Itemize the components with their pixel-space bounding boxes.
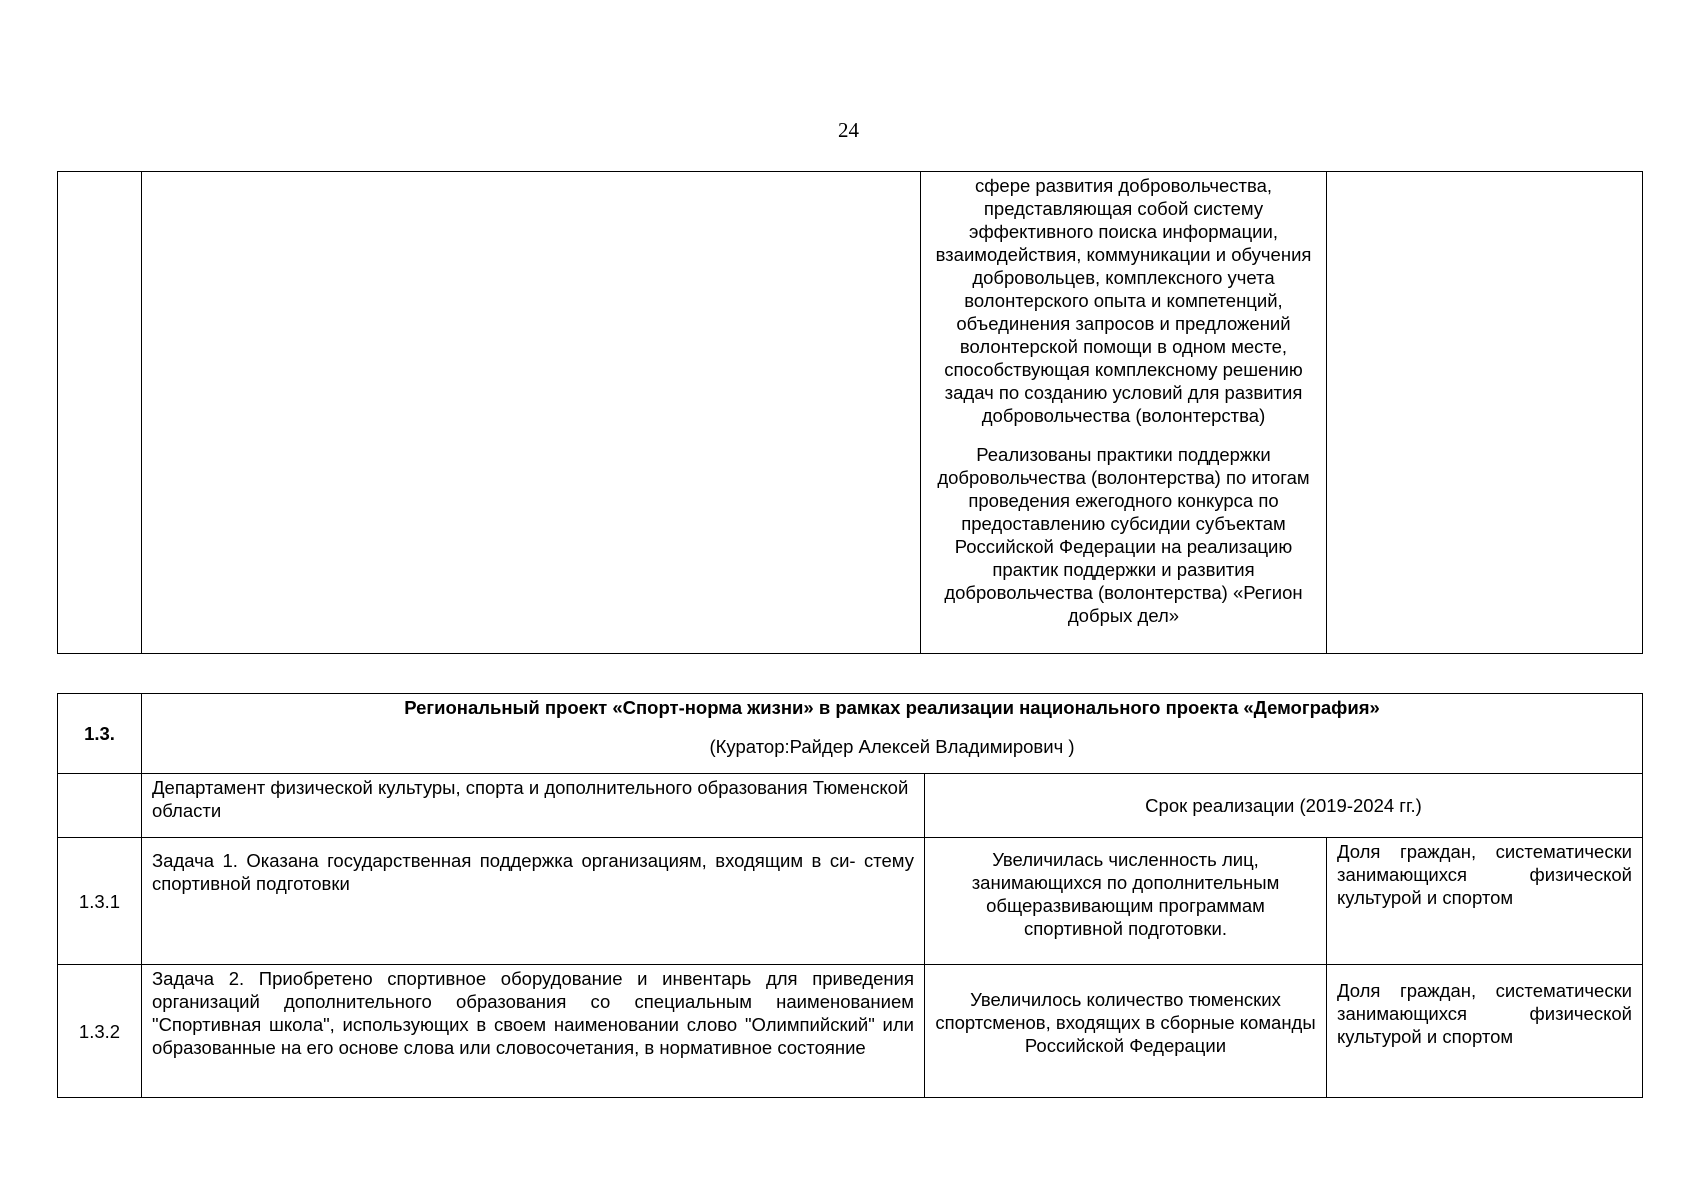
table-row: [58, 172, 1643, 654]
result-paragraph-1: сфере развития добровольчества, представляющая собой систему эффективного поиска информации, взаимодействия, коммуникации и обучения добровольцев, комплексного учета волонтерского опыта и компетенций, объединения запросов и предложений волонтерской помощи в одном месте, способствующая комплексному решению задач по созданию условий для развития добровольчества (волонтерства): [935, 175, 1312, 426]
table-row: [58, 838, 1643, 965]
department-cell: Департамент физической культуры, спорта и дополнительного образования Тюменской области: [142, 774, 925, 838]
indicator-cell: [1327, 172, 1643, 654]
task-cell: [142, 172, 921, 654]
continuation-table: [57, 171, 1643, 654]
indicator-text: Доля граждан, систематически занимающихся физической культурой и спортом: [1327, 838, 1643, 965]
result-paragraph-2: Реализованы практики поддержки добровольчества (волонтерства) по итогам проведения ежегодного конкурса по предоставлению субсидии субъектам Российской Федерации на реализацию практик поддержки и развития добровольчества (волонтерства) «Регион добрых дел»: [937, 444, 1310, 626]
section-number: 1.3.: [58, 694, 142, 774]
row-number: 1.3.1: [58, 838, 142, 965]
period-cell: Срок реализации (2019-2024 гг.): [925, 774, 1643, 838]
project-header-cell: [142, 694, 1643, 774]
table-row: [58, 965, 1643, 1098]
project-table: [57, 693, 1643, 1098]
project-header-row: [58, 694, 1643, 774]
task-text: Задача 2. Приобретено спортивное оборудование и инвентарь для приведения организаций дополнительного образования со специальным наименованием "Спортивная школа", использующих в своем наименовании слово "Олимпийский" или образованные на его основе слова или словосочетания, в нормативное состояние: [142, 965, 925, 1098]
number-cell: [58, 172, 142, 654]
result-text: Увеличилась численность лиц, занимающихся по дополнительным общеразвивающим программам спортивной подготовки.: [925, 838, 1327, 965]
project-title: Региональный проект «Спорт-норма жизни» в рамках реализации национального проекта «Демография»: [404, 697, 1380, 718]
indicator-text: Доля граждан, систематически занимающихся физической культурой и спортом: [1327, 965, 1643, 1098]
task-text: Задача 1. Оказана государственная поддержка организациям, входящим в си- стему спортивной подготовки: [142, 838, 925, 965]
empty-number-cell: [58, 774, 142, 838]
department-row: [58, 774, 1643, 838]
page-number: 24: [838, 118, 859, 142]
row-number: 1.3.2: [58, 965, 142, 1098]
result-cell: [921, 172, 1327, 654]
curator-line: (Куратор:Райдер Алексей Владимирович ): [709, 736, 1075, 757]
result-text: Увеличилось количество тюменских спортсменов, входящих в сборные команды Российской Федерации: [925, 965, 1327, 1098]
